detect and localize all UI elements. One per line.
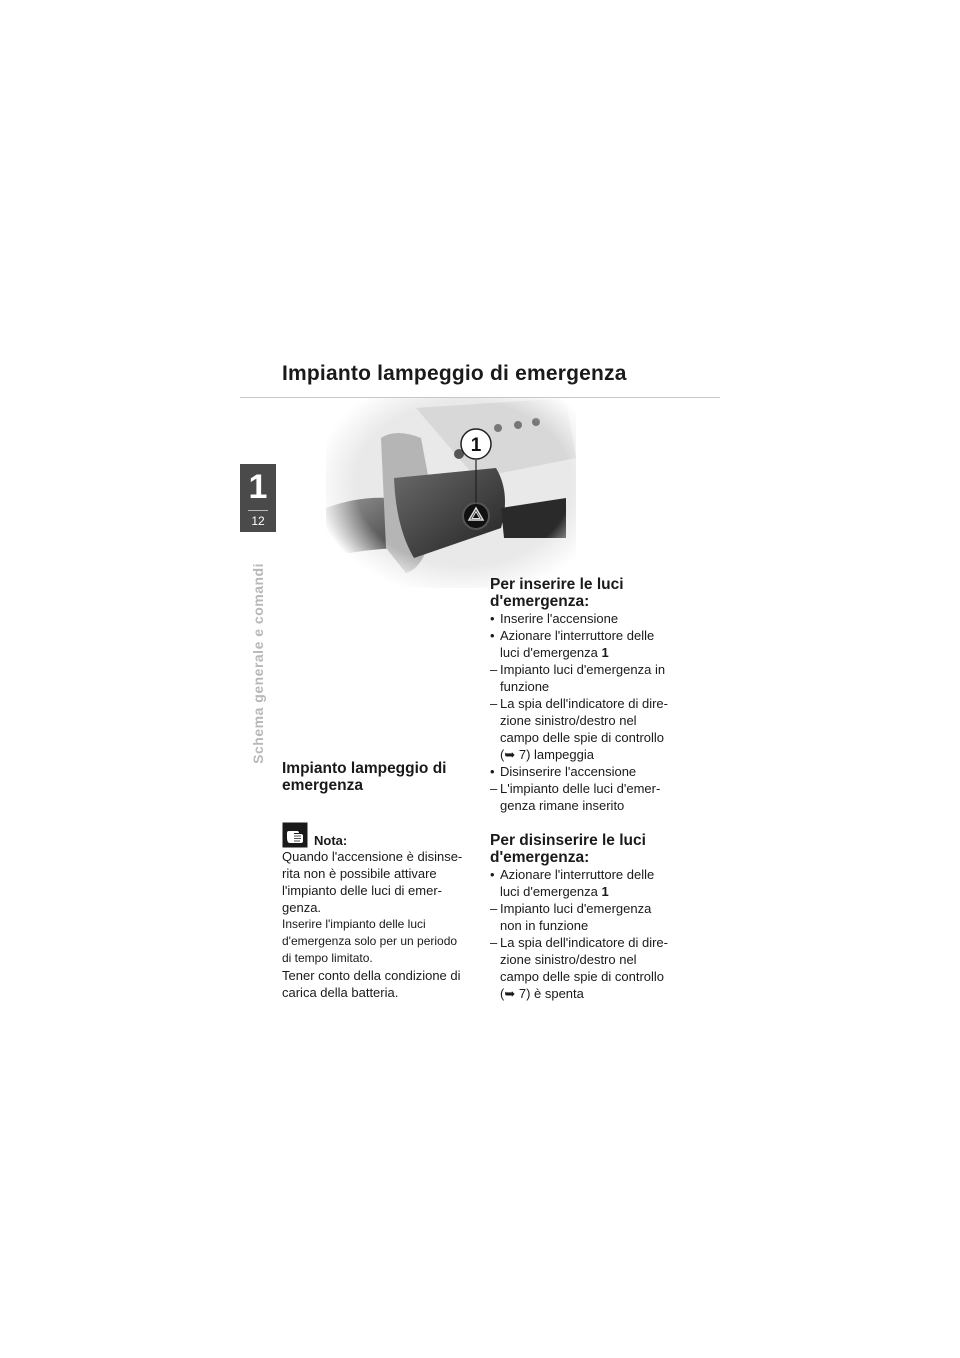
list-item: – La spia dell'indicatore di dire- zione sinistro/destro nel campo delle spie di controllo (➥ 7) lampeggia <box>490 696 668 762</box>
deactivate-steps <box>490 866 700 1002</box>
section-deactivate-heading: Per disinserire le luci d'emergenza: <box>490 832 646 866</box>
list-item: – Impianto luci d'emergenza non in funzione <box>490 901 652 933</box>
list-item: – Impianto luci d'emergenza in funzione <box>490 662 666 694</box>
chapter-side-label-text: Schema generale e comandi <box>250 563 266 764</box>
left-column <box>282 760 478 1001</box>
list-item: • Azionare l'interruttore delle luci d'emergenza 1 <box>490 628 655 660</box>
item-reference: 1 <box>601 884 609 899</box>
chapter-side-label <box>240 548 276 764</box>
note-paragraph-2: Inserire l'impianto delle luci d'emergenza solo per un periodo di tempo limitato. <box>282 917 458 965</box>
chapter-divider <box>248 510 268 511</box>
page-number: 12 <box>251 514 265 528</box>
list-item: • Disinserire l'accensione <box>490 764 637 779</box>
item-reference: 1 <box>601 645 609 660</box>
chapter-number: 1 <box>248 468 268 506</box>
left-heading: Impianto lampeggio di emergenza <box>282 760 447 794</box>
note-hand-icon <box>282 822 308 848</box>
note-header <box>282 820 478 848</box>
note-paragraph-1: Quando l'accensione è disinse- rita non è possibile attivare l'impianto delle luci di emer- genza. <box>282 849 463 915</box>
hazard-switch-photo <box>326 398 576 588</box>
page-title: Impianto lampeggio di emergenza <box>282 362 627 385</box>
section-activate-heading: Per inserire le luci d'emergenza: <box>490 576 624 610</box>
note-label: Nota: <box>314 833 348 848</box>
list-item: – L'impianto delle luci d'emer- genza rimane inserito <box>490 781 661 813</box>
list-item: • Azionare l'interruttore delle luci d'emergenza 1 <box>490 867 655 899</box>
list-item: • Inserire l'accensione <box>490 611 619 626</box>
chapter-tab <box>240 464 276 532</box>
activate-steps <box>490 610 700 814</box>
right-column <box>490 576 700 1002</box>
note-paragraph-3: Tener conto della condizione di carica della batteria. <box>282 968 461 1000</box>
list-item: – La spia dell'indicatore di dire- zione sinistro/destro nel campo delle spie di controllo (➥ 7) è spenta <box>490 935 668 1001</box>
